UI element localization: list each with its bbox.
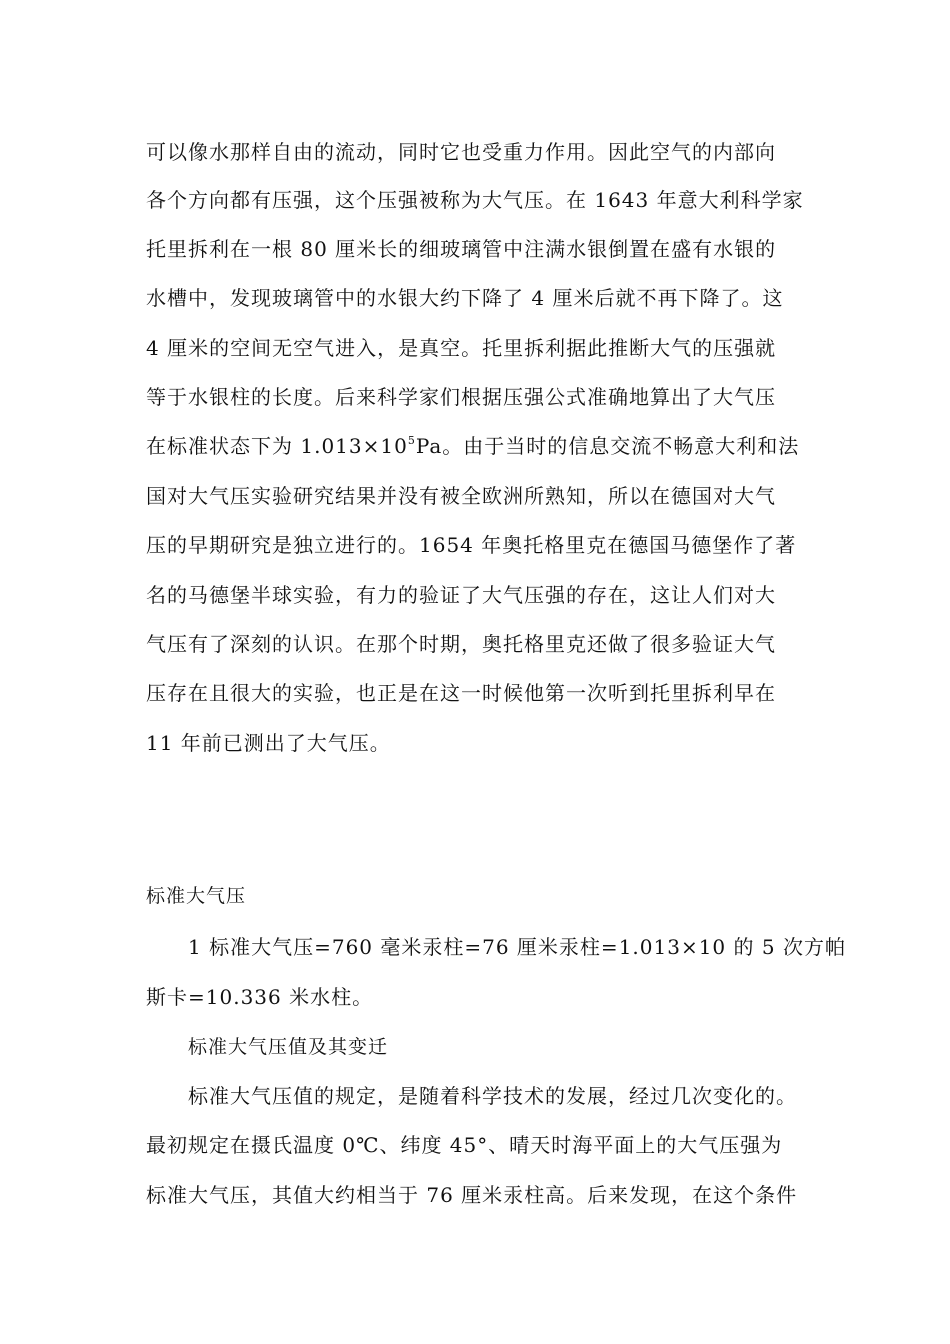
paragraph-line: 11 年前已测出了大气压。 [146, 731, 391, 755]
paragraph-line: 压的早期研究是独立进行的。1654 年奥托格里克在德国马德堡作了著 [146, 533, 797, 557]
paragraph-line-with-exponent [146, 434, 799, 458]
paragraph-line: 各个方向都有压强，这个压强被称为大气压。在 1643 年意大利科学家 [146, 188, 804, 212]
paragraph-line: 等于水银柱的长度。后来科学家们根据压强公式准确地算出了大气压 [146, 385, 776, 409]
line-text-after-exponent: Pa。由于当时的信息交流不畅意大利和法 [415, 434, 800, 458]
paragraph-line: 气压有了深刻的认识。在那个时期，奥托格里克还做了很多验证大气 [146, 632, 776, 656]
paragraph-line: 4 厘米的空间无空气进入，是真空。托里拆利据此推断大气的压强就 [146, 336, 777, 360]
paragraph-line: 托里拆利在一根 80 厘米长的细玻璃管中注满水银倒置在盛有水银的 [146, 237, 777, 261]
section-heading: 标准大气压 [146, 885, 247, 907]
section-heading: 标准大气压值及其变迁 [188, 1036, 389, 1058]
paragraph-line: 可以像水那样自由的流动，同时它也受重力作用。因此空气的内部向 [146, 140, 776, 164]
paragraph-line: 最初规定在摄氏温度 0℃、纬度 45°、晴天时海平面上的大气压强为 [146, 1133, 783, 1157]
paragraph-line: 1 标准大气压=760 毫米汞柱=76 厘米汞柱=1.013×10 的 5 次方帕 [188, 935, 846, 959]
paragraph-line: 国对大气压实验研究结果并没有被全欧洲所熟知，所以在德国对大气 [146, 484, 776, 508]
exponent: 5 [407, 434, 416, 447]
paragraph-line: 标准大气压，其值大约相当于 76 厘米汞柱高。后来发现，在这个条件 [146, 1183, 798, 1207]
paragraph-line: 斯卡=10.336 米水柱。 [146, 985, 374, 1009]
paragraph-line: 压存在且很大的实验，也正是在这一时候他第一次听到托里拆利早在 [146, 681, 776, 705]
paragraph-line: 标准大气压值的规定，是随着科学技术的发展，经过几次变化的。 [188, 1084, 797, 1108]
paragraph-line: 水槽中，发现玻璃管中的水银大约下降了 4 厘米后就不再下降了。这 [146, 286, 784, 310]
line-text-before-exponent: 在标准状态下为 1.013×10 [146, 434, 408, 458]
paragraph-line: 名的马德堡半球实验，有力的验证了大气压强的存在，这让人们对大 [146, 583, 776, 607]
